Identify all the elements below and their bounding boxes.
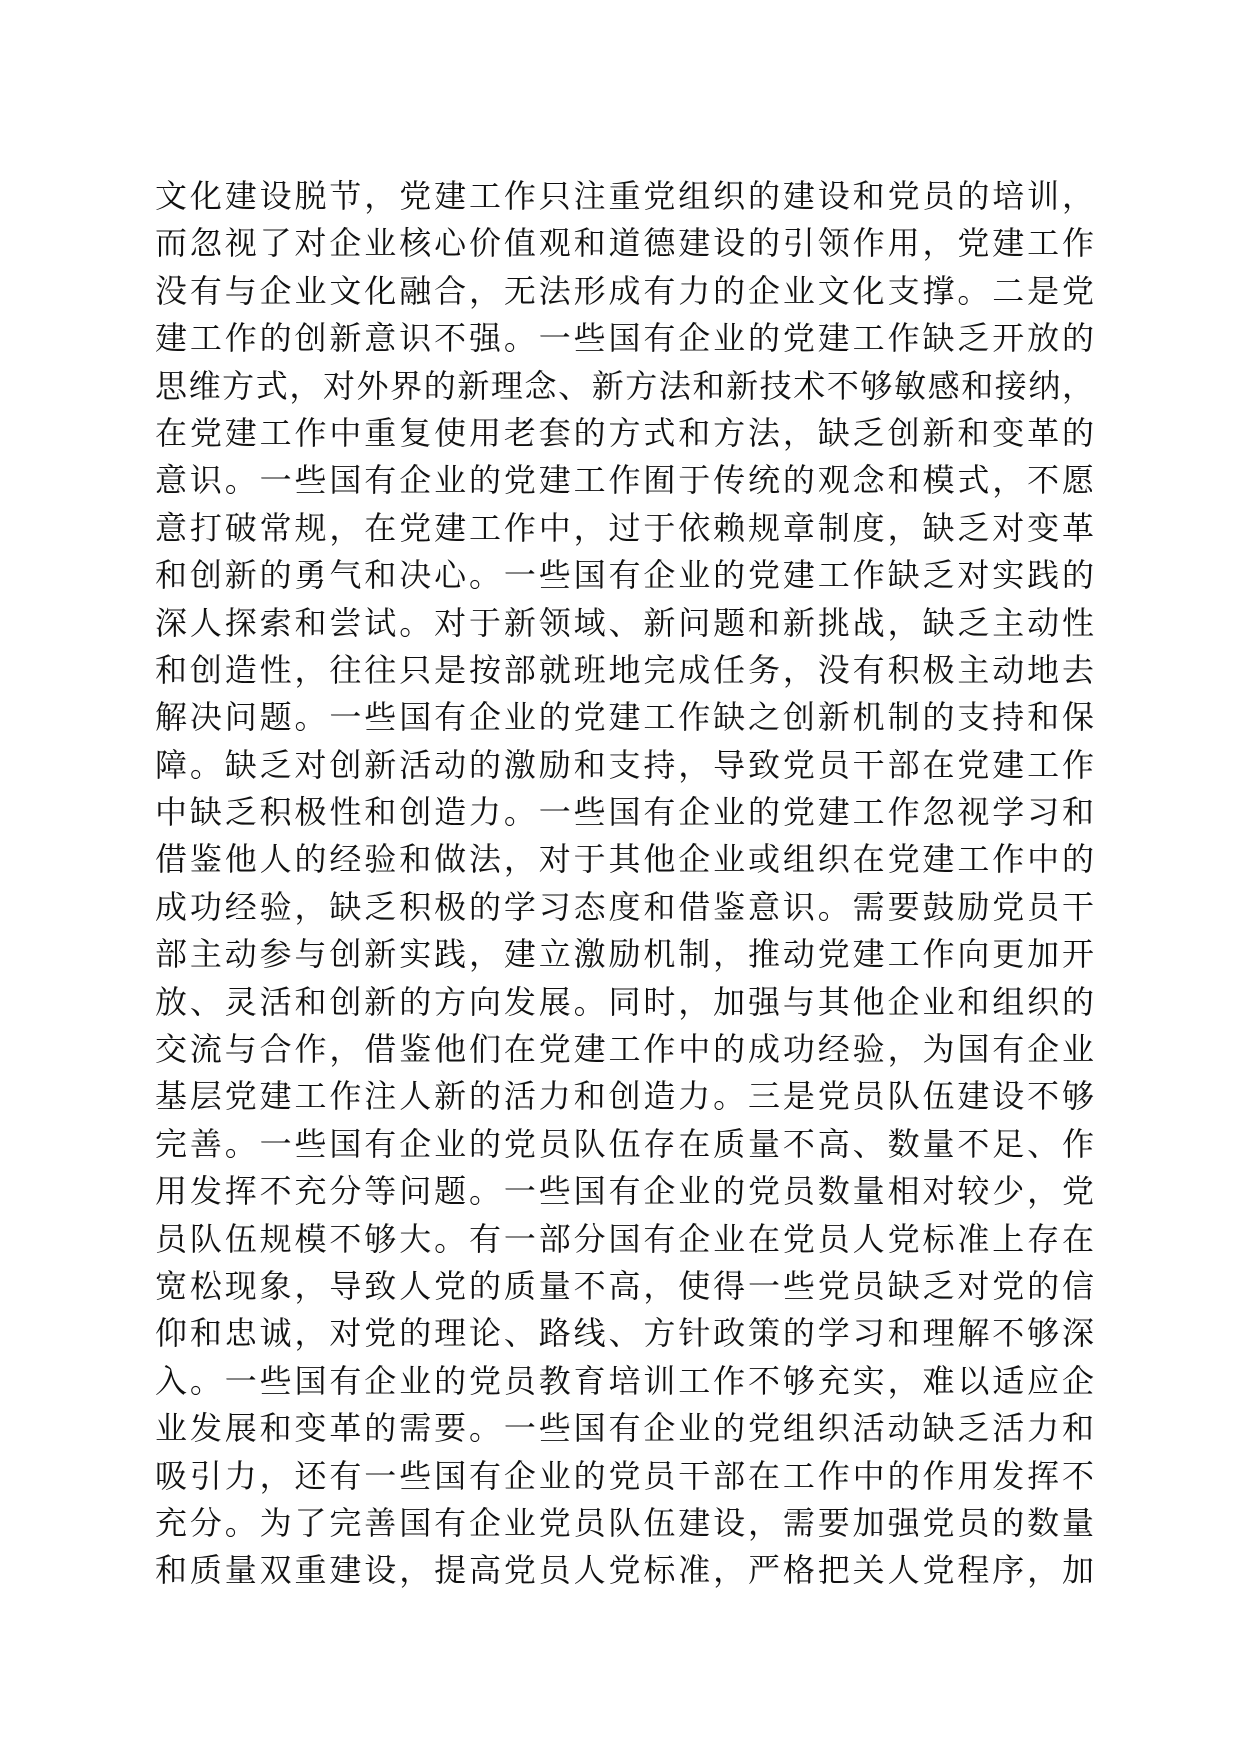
text-line-10: 深人探索和尝试。对于新领域、新问题和新挑战，缺乏主动性 bbox=[155, 603, 1095, 642]
text-line-14: 中缺乏积极性和创造力。一些国有企业的党建工作忽视学习和 bbox=[155, 793, 1095, 832]
text-line-25: 仰和忠诚，对党的理论、路线、方针政策的学习和理解不够深 bbox=[155, 1314, 1095, 1353]
body-paragraph bbox=[155, 173, 1095, 1595]
text-line-30: 和质量双重建设，提高党员人党标准，严格把关人党程序，加 bbox=[155, 1551, 1095, 1590]
text-line-29: 充分。为了完善国有企业党员队伍建设，需要加强党员的数量 bbox=[155, 1503, 1095, 1542]
text-line-4: 建工作的创新意识不强。一些国有企业的党建工作缺乏开放的 bbox=[155, 319, 1095, 358]
text-line-11: 和创造性，往往只是按部就班地完成任务，没有积极主动地去 bbox=[155, 650, 1095, 689]
text-line-12: 解决问题。一些国有企业的党建工作缺之创新机制的支持和保 bbox=[155, 698, 1095, 737]
text-line-22: 用发挥不充分等问题。一些国有企业的党员数量相对较少，党 bbox=[155, 1172, 1095, 1211]
text-line-1: 文化建设脱节，党建工作只注重党组织的建设和党员的培训， bbox=[155, 177, 1095, 215]
text-line-28: 吸引力，还有一些国有企业的党员干部在工作中的作用发挥不 bbox=[155, 1456, 1095, 1495]
text-line-8: 意打破常规，在党建工作中，过于依赖规章制度，缺乏对变革 bbox=[155, 508, 1095, 547]
text-line-13: 障。缺乏对创新活动的激励和支持，导致党员干部在党建工作 bbox=[155, 745, 1095, 784]
text-line-19: 交流与合作，借鉴他们在党建工作中的成功经验，为国有企业 bbox=[155, 1030, 1095, 1069]
text-line-23: 员队伍规模不够大。有一部分国有企业在党员人党标准上存在 bbox=[155, 1219, 1095, 1258]
text-line-5: 思维方式，对外界的新理念、新方法和新技术不够敏感和接纳， bbox=[155, 366, 1095, 405]
text-line-21: 完善。一些国有企业的党员队伍存在质量不高、数量不足、作 bbox=[155, 1124, 1095, 1163]
text-line-2: 而忽视了对企业核心价值观和道德建设的引领作用，党建工作 bbox=[155, 224, 1095, 263]
text-line-3: 没有与企业文化融合，无法形成有力的企业文化支撑。二是党 bbox=[155, 271, 1095, 310]
text-line-27: 业发展和变革的需要。一些国有企业的党组织活动缺乏活力和 bbox=[155, 1409, 1095, 1448]
text-line-18: 放、灵活和创新的方向发展。同时，加强与其他企业和组织的 bbox=[155, 982, 1095, 1021]
text-line-15: 借鉴他人的经验和做法，对于其他企业或组织在党建工作中的 bbox=[155, 840, 1095, 879]
text-line-7: 意识。一些国有企业的党建工作囿于传统的观念和模式，不愿 bbox=[155, 461, 1095, 500]
text-line-6: 在党建工作中重复使用老套的方式和方法，缺乏创新和变革的 bbox=[155, 413, 1095, 452]
text-line-16: 成功经验，缺乏积极的学习态度和借鉴意识。需要鼓励党员干 bbox=[155, 887, 1095, 926]
text-line-20: 基层党建工作注人新的活力和创造力。三是党员队伍建设不够 bbox=[155, 1077, 1095, 1116]
text-line-9: 和创新的勇气和决心。一些国有企业的党建工作缺乏对实践的 bbox=[155, 556, 1095, 595]
text-line-17: 部主动参与创新实践，建立激励机制，推动党建工作向更加开 bbox=[155, 935, 1095, 974]
text-line-26: 入。一些国有企业的党员教育培训工作不够充实，难以适应企 bbox=[155, 1361, 1095, 1400]
text-line-24: 宽松现象，导致人党的质量不高，使得一些党员缺乏对党的信 bbox=[155, 1266, 1095, 1305]
